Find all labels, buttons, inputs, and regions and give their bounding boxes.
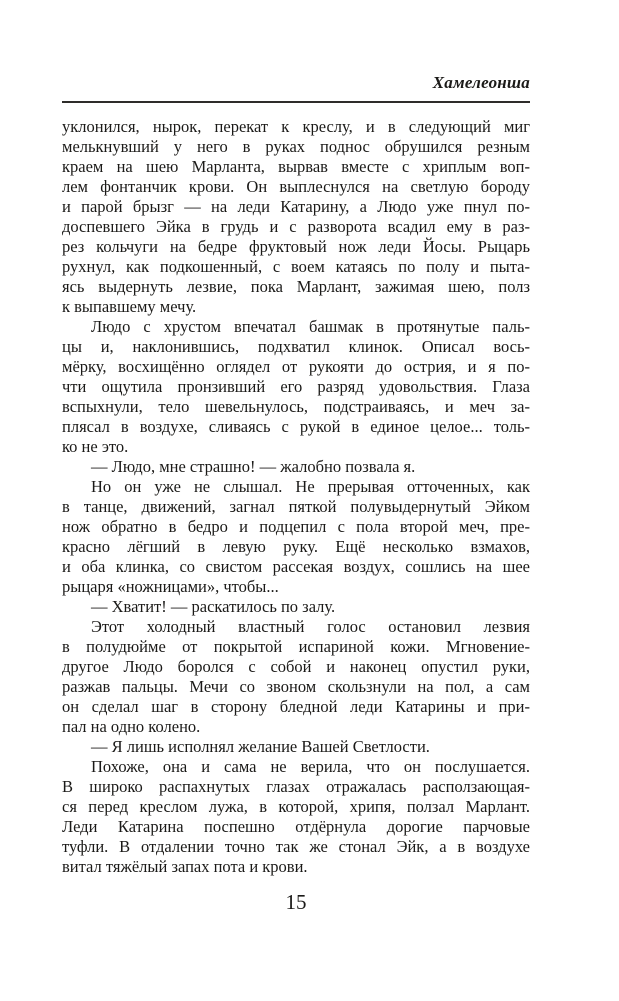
body-line: мёрку, восхищённо оглядел от рукояти до острия, и я по- — [62, 357, 530, 376]
body-line: к выпавшему мечу. — [62, 297, 197, 316]
header-rule — [62, 101, 530, 103]
body-line: и оба клинка, со свистом рассекая воздух, сошлись на шее — [62, 557, 530, 576]
body-line: туфли. В отдалении точно так же стонал Эйк, а в воздухе — [62, 837, 530, 856]
body-line: ясь выдернуть лезвие, пока Марлант, зажимая шею, полз — [62, 277, 530, 296]
body-line: Но он уже не слышал. Не прерывая отточенных, как — [91, 477, 530, 496]
paragraph — [62, 737, 530, 757]
paragraph — [62, 477, 530, 597]
body-line: вспыхнули, тело шевельнулось, подстраиваясь, и меч за- — [62, 397, 530, 416]
body-line: уклонился, нырок, перекат к креслу, и в следующий миг — [62, 117, 530, 136]
body-line: Людо с хрустом впечатал башмак в протянутые паль- — [91, 317, 530, 336]
body-line: краем на шею Марланта, вырвав вместе с хриплым воп- — [62, 157, 530, 176]
body-line: ся перед креслом лужа, в которой, хрипя, ползал Марлант. — [62, 797, 530, 816]
page-number: 15 — [285, 890, 307, 914]
body-line: — Людо, мне страшно! — жалобно позвала я. — [91, 457, 416, 476]
paragraph — [62, 597, 530, 617]
paragraph — [62, 457, 530, 477]
body-line: и парой брызг — на леди Катарину, а Людо уже пнул по- — [62, 197, 530, 216]
body-line: рыцаря «ножницами», чтобы... — [62, 577, 279, 596]
body-line: разжав пальцы. Мечи со звоном скользнули на пол, а сам — [62, 677, 530, 696]
body-line: пал на одно колено. — [62, 717, 201, 736]
paragraph — [62, 317, 530, 457]
body-line: нож обратно в бедро и подцепил с пола второй меч, пре- — [62, 517, 530, 536]
body-line: плясал в воздухе, сливаясь с рукой в единое целое... толь- — [62, 417, 530, 436]
body-line: он сделал шаг в сторону бледной леди Катарины и при- — [62, 697, 530, 716]
body-line: — Я лишь исполнял желание Вашей Светлости. — [91, 737, 430, 756]
paragraph — [62, 757, 530, 877]
body-line: Похоже, она и сама не верила, что он послушается. — [91, 757, 530, 776]
body-line: красно лёгший в левую руку. Ещё несколько взмахов, — [62, 537, 530, 556]
running-header-title: Хамелеонша — [432, 73, 530, 92]
body-line: — Хватит! — раскатилось по залу. — [91, 597, 336, 616]
body-line: в полудюйме от покрытой испариной кожи. Мгновение- — [62, 637, 530, 656]
body-line: мелькнувший у него в руках поднос обрушился резным — [62, 137, 530, 156]
body-line: лем фонтанчик крови. Он выплеснулся на светлую бороду — [62, 177, 530, 196]
paragraph — [62, 117, 530, 317]
body-line: витал тяжёлый запах пота и крови. — [62, 857, 308, 876]
page-body — [62, 117, 530, 877]
body-line: Этот холодный властный голос остановил лезвия — [91, 617, 530, 636]
body-line: рухнул, как подкошенный, с воем катаясь по полу и пыта- — [62, 257, 530, 276]
body-line: В широко распахнутых глазах отражалась расползающая- — [62, 777, 530, 796]
body-line: цы и, наклонившись, подхватил клинок. Описал вось- — [62, 337, 530, 356]
body-line: рез кольчуги на бедре фруктовый нож леди Йосы. Рыцарь — [62, 237, 530, 256]
body-line: доспевшего Эйка в грудь и с разворота всадил ему в раз- — [62, 217, 530, 236]
running-header — [62, 0, 530, 91]
body-line: Леди Катарина поспешно отдёрнула дорогие парчовые — [62, 817, 530, 836]
body-line: чти ощутила пронзивший его разряд удовольствия. Глаза — [62, 377, 530, 396]
body-line: другое Людо боролся с собой и наконец опустил руки, — [62, 657, 530, 676]
body-line: ко не это. — [62, 437, 129, 456]
paragraph — [62, 617, 530, 737]
text-block — [62, 0, 530, 877]
body-line: в танце, движений, загнал пяткой полувыдернутый Эйком — [62, 497, 530, 516]
